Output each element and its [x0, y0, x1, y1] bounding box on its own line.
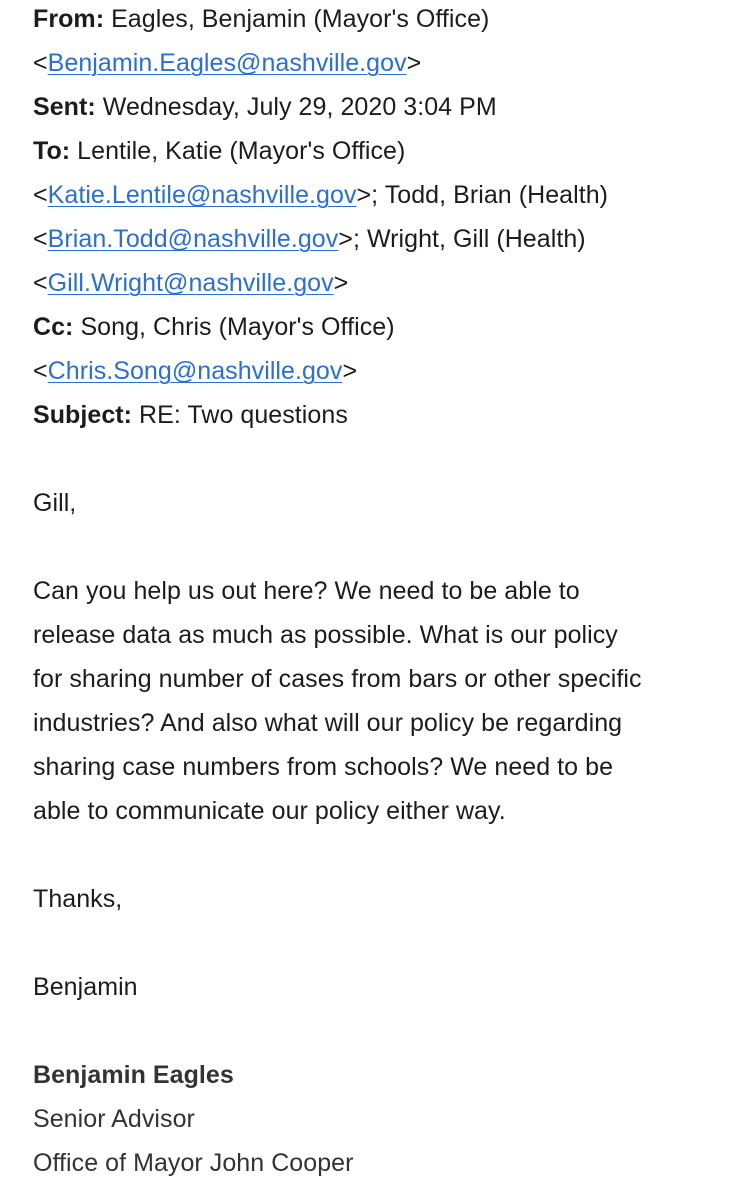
subject-label: Subject: — [33, 401, 133, 429]
subject-line — [33, 393, 750, 437]
from-label: From: — [33, 5, 105, 33]
to-line-3: <Brian.Todd@nashville.gov>; Wright, Gill (Health) — [33, 225, 586, 253]
closing: Thanks, — [33, 885, 123, 913]
to-label: To: — [33, 137, 71, 165]
to-line-2: <Katie.Lentile@nashville.gov>; Todd, Brian (Health) — [33, 181, 609, 209]
greeting: Gill, — [33, 489, 77, 517]
paragraph-line: release data as much as possible. What is our policy — [33, 621, 618, 649]
from-line — [33, 0, 750, 41]
signature-block — [33, 1053, 750, 1185]
sent-value: Wednesday, July 29, 2020 3:04 PM — [102, 93, 497, 121]
spacer — [33, 437, 750, 481]
to-line-4: <Gill.Wright@nashville.gov> — [33, 269, 349, 297]
paragraph-line: for sharing number of cases from bars or other specific — [33, 665, 642, 693]
sent-line — [33, 85, 750, 129]
spacer — [33, 921, 750, 965]
spacer — [33, 1009, 750, 1053]
cc-label: Cc: — [33, 313, 74, 341]
cc-email-line: <Chris.Song@nashville.gov> — [33, 357, 358, 385]
email-header — [33, 0, 750, 437]
to-recipient-email-link[interactable]: Gill.Wright@nashville.gov — [47, 269, 334, 297]
from-email-link[interactable]: Benjamin.Eagles@nashville.gov — [47, 49, 407, 77]
spacer — [33, 833, 750, 877]
to-recipient-name: Wright, Gill (Health) — [366, 225, 586, 253]
from-email-line: <Benjamin.Eagles@nashville.gov> — [33, 49, 422, 77]
cc-name: Song, Chris (Mayor's Office) — [80, 313, 395, 341]
cc-email-link[interactable]: Chris.Song@nashville.gov — [47, 357, 343, 385]
subject-value: RE: Two questions — [139, 401, 348, 429]
paragraph-line: able to communicate our policy either way. — [33, 797, 506, 825]
to-recipient-email-link[interactable]: Katie.Lentile@nashville.gov — [47, 181, 357, 209]
sender-first-name: Benjamin — [33, 973, 138, 1001]
body-paragraph — [33, 569, 750, 833]
to-recipient-email-link[interactable]: Brian.Todd@nashville.gov — [47, 225, 339, 253]
to-recipient-name: Todd, Brian (Health) — [384, 181, 609, 209]
signature-office: Office of Mayor John Cooper — [33, 1149, 354, 1177]
paragraph-line: industries? And also what will our policy be regarding — [33, 709, 623, 737]
cc-line — [33, 305, 750, 349]
signature-title: Senior Advisor — [33, 1105, 195, 1133]
paragraph-line: Can you help us out here? We need to be able to — [33, 577, 580, 605]
signature-name: Benjamin Eagles — [33, 1061, 234, 1089]
paragraph-line: sharing case numbers from schools? We need to be — [33, 753, 614, 781]
sent-label: Sent: — [33, 93, 96, 121]
from-name: Eagles, Benjamin (Mayor's Office) — [111, 5, 490, 33]
to-recipient-name: Lentile, Katie (Mayor's Office) — [77, 137, 406, 165]
to-line — [33, 129, 750, 173]
spacer — [33, 525, 750, 569]
